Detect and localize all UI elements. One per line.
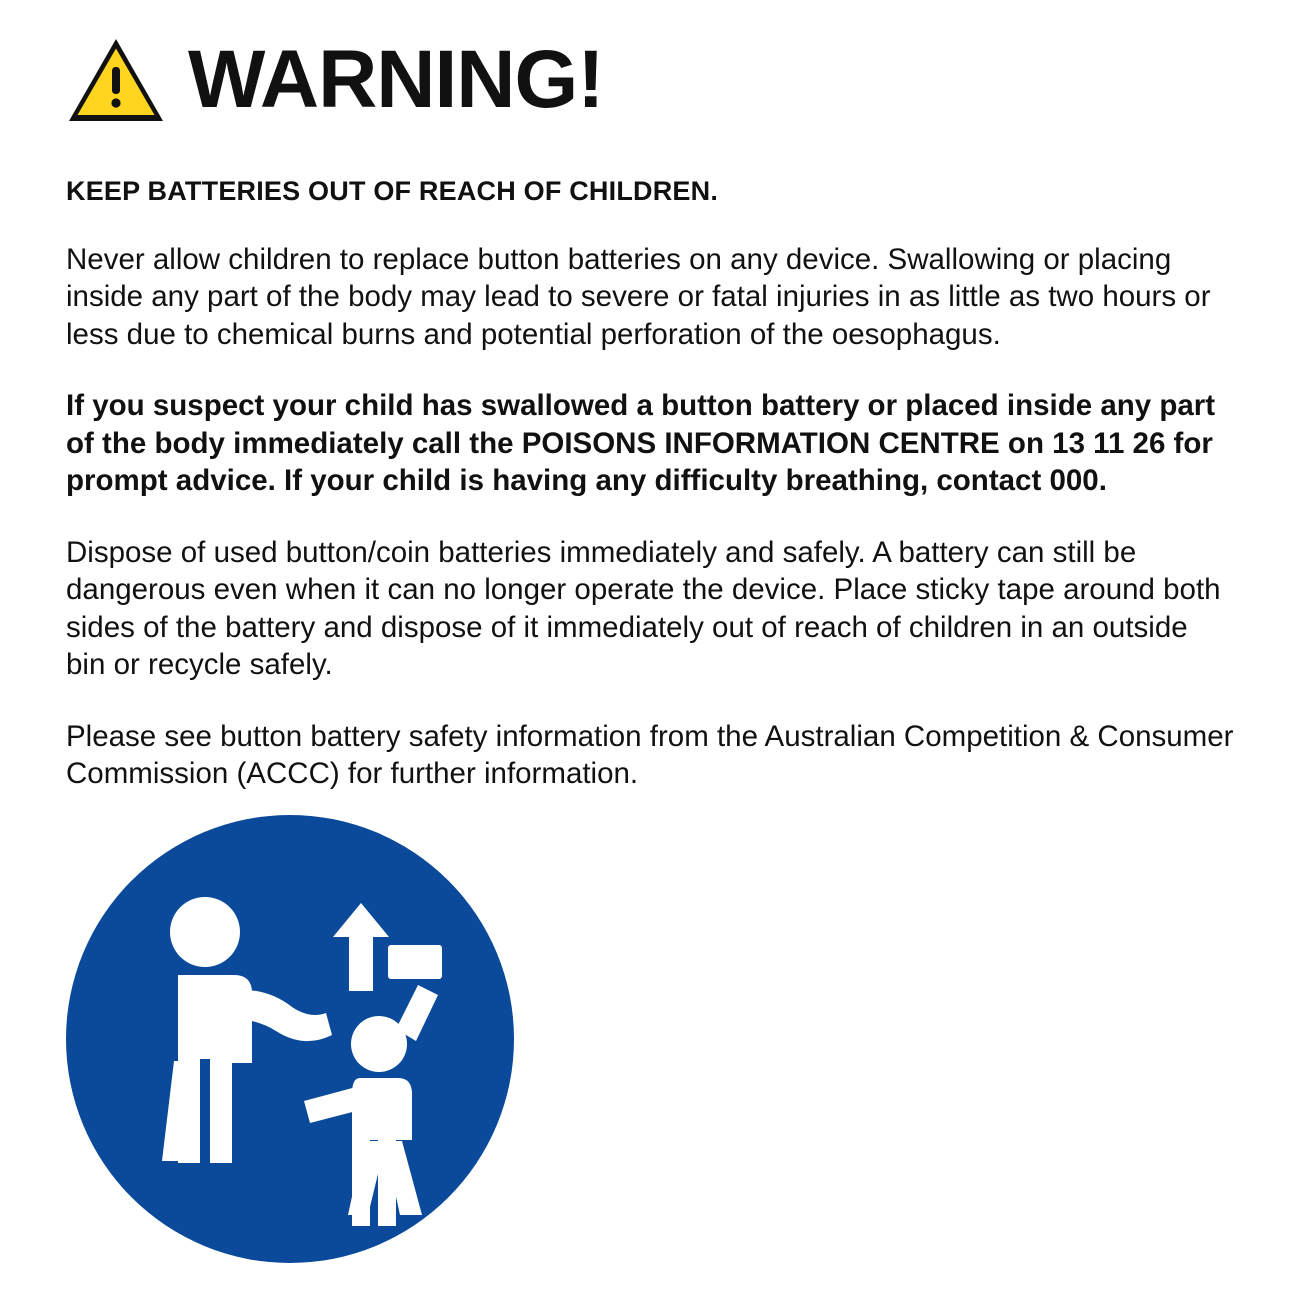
keep-out-of-reach-of-children-icon <box>66 815 514 1263</box>
subheading: KEEP BATTERIES OUT OF REACH OF CHILDREN. <box>66 176 719 206</box>
warning-triangle-icon <box>66 36 166 124</box>
paragraph-4-accc: Please see button battery safety information from the Australian Competition & Consumer Commission (ACCC) for further information. <box>66 719 1234 790</box>
paragraph-3-disposal: Dispose of used button/coin batteries immediately and safely. A battery can still be dangerous even when it can no longer operate the device. Place sticky tape around both sides of the battery and dispose of it immediately out of reach of children in an outside bin or recycle safely. <box>66 535 1221 682</box>
pictogram-container <box>66 815 514 1263</box>
paragraph-1: Never allow children to replace button batteries on any device. Swallowing or placing inside any part of the body may lead to severe or fatal injuries in as little as two hours or less due to chemical burns and potential perforation of the oesophagus. <box>66 243 1211 351</box>
warning-heading <box>66 28 1234 132</box>
paragraph-2-emergency: If you suspect your child has swallowed a button battery or placed inside any part of the body immediately call the POISONS INFORMATION CENTRE on 13 11 26 for prompt advice. If your child is having any difficulty breathing, contact 000. <box>66 389 1216 498</box>
page-title: WARNING! <box>188 34 604 125</box>
